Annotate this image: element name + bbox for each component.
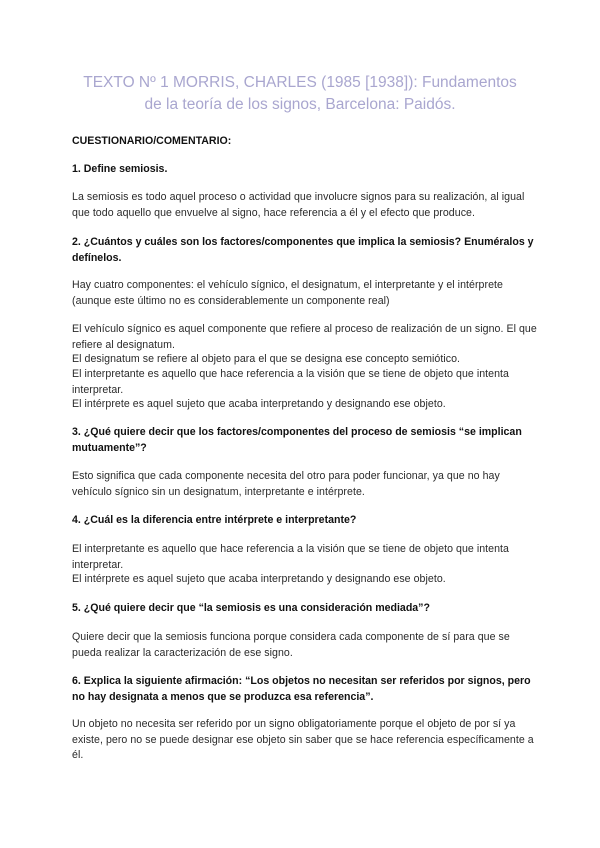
answer-2-interprete: El intérprete es aquel sujeto que acaba interpretando y designando ese objeto. [72, 398, 446, 410]
answer-3: Esto significa que cada componente necesita del otro para poder funcionar, ya que no hay vehículo sígnico sin un designatum, interpretante e intérprete. [72, 470, 500, 498]
answer-2-vehiculo: El vehículo sígnico es aquel componente que refiere al proceso de realización de un signo. El que refiere al designatum. [72, 323, 537, 351]
answer-2-intro: Hay cuatro componentes: el vehículo sígnico, el designatum, el interpretante y el intérprete (aunque este último no es considerablemente un componente real) [72, 279, 503, 307]
answer-4-interpretante: El interpretante es aquello que hace referencia a la visión que se tiene de objeto que intenta interpretar. [72, 543, 509, 571]
title-line-2: de la teoría de los signos, Barcelona: Paidós. [144, 96, 456, 113]
document-title [40, 72, 560, 116]
answer-2-interpretante: El interpretante es aquello que hace referencia a la visión que se tiene de objeto que intenta interpretar. [72, 368, 509, 396]
question-3: 3. ¿Qué quiere decir que los factores/componentes del proceso de semiosis “se implican mutuamente”? [72, 426, 522, 454]
section-heading: CUESTIONARIO/COMENTARIO: [72, 135, 232, 147]
answer-2-designatum: El designatum se refiere al objeto para el que se designa ese concepto semiótico. [72, 353, 461, 365]
answer-6: Un objeto no necesita ser referido por un signo obligatoriamente porque el objeto de por sí ya existe, pero no se puede designar ese objeto sin saber que se hace referencia específicamente a él. [72, 718, 534, 761]
answer-4-interprete: El intérprete es aquel sujeto que acaba interpretando y designando ese objeto. [72, 573, 446, 585]
title-line-1: TEXTO Nº 1 MORRIS, CHARLES (1985 [1938]): Fundamentos [83, 74, 517, 91]
answer-5: Quiere decir que la semiosis funciona porque considera cada componente de sí para que se pueda realizar la caracterización de ese signo. [72, 631, 510, 659]
question-5: 5. ¿Qué quiere decir que “la semiosis es una consideración mediada”? [72, 602, 430, 614]
question-6: 6. Explica la siguiente afirmación: “Los objetos no necesitan ser referidos por signos, pero no hay designata a menos que se produzca esa referencia”. [72, 675, 531, 703]
question-2: 2. ¿Cuántos y cuáles son los factores/componentes que implica la semiosis? Enuméralos y defínelos. [72, 236, 534, 264]
question-4: 4. ¿Cuál es la diferencia entre intérprete e interpretante? [72, 514, 357, 526]
question-1: 1. Define semiosis. [72, 163, 168, 175]
answer-1: La semiosis es todo aquel proceso o actividad que involucre signos para su realización, al igual que todo aquello que envuelve al signo, hace referencia a él y el efecto que produce. [72, 191, 525, 219]
